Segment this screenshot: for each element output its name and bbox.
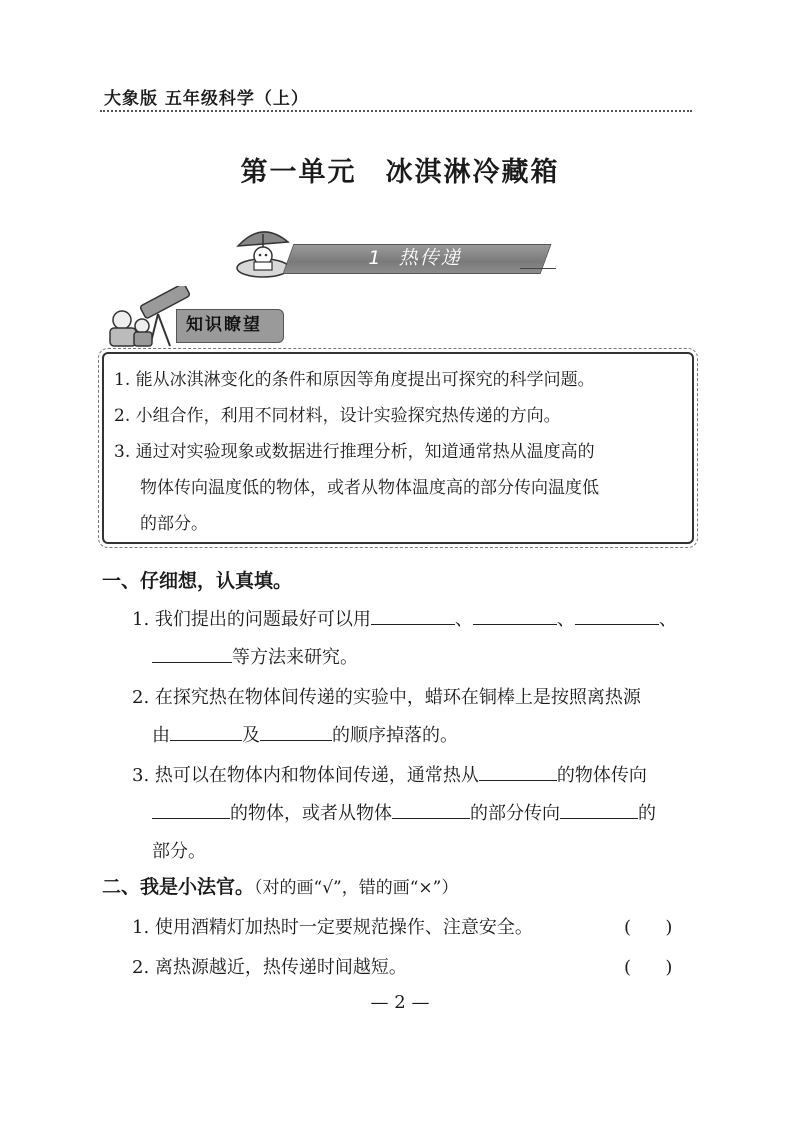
answer-blank[interactable] xyxy=(152,642,232,663)
lesson-title: 1 热传递 xyxy=(368,247,462,269)
header-divider xyxy=(100,110,692,112)
answer-blank[interactable] xyxy=(371,604,455,625)
book-title: 大象版 五年级科学（上） xyxy=(104,89,309,109)
judge-item-2: 2. 离热源越近，热传递时间越短。 xyxy=(132,957,407,978)
answer-blank[interactable] xyxy=(575,604,659,625)
q3-text: 3. 热可以在物体内和物体间传递，通常热从 xyxy=(132,765,479,786)
q1-text: 1. 我们提出的问题最好可以用 xyxy=(132,609,371,630)
answer-blank[interactable] xyxy=(152,798,230,819)
part2-heading: 二、我是小法官。 xyxy=(102,876,255,898)
judge-item-1: 1. 使用酒精灯加热时一定要规范操作、注意安全。 xyxy=(132,917,533,938)
unit-title: 第一单元 冰淇淋冷藏箱 xyxy=(240,157,560,188)
answer-blank[interactable] xyxy=(260,720,332,741)
answer-blank[interactable] xyxy=(392,798,470,819)
question-1-line2 xyxy=(152,640,358,676)
answer-blank[interactable] xyxy=(473,604,557,625)
question-3-line1 xyxy=(132,758,647,794)
q1-text-end: 等方法来研究。 xyxy=(232,647,358,668)
separator: 、 xyxy=(454,609,473,630)
page-number: — 2 — xyxy=(370,992,430,1013)
separator: 、 xyxy=(658,609,677,630)
part2-header xyxy=(102,872,458,899)
objective-3-cont: 物体传向温度低的物体，或者从物体温度高的部分传向温度低 xyxy=(140,478,599,498)
answer-blank[interactable] xyxy=(479,760,557,781)
question-2-line2 xyxy=(152,718,458,754)
q3-text: 的 xyxy=(638,803,656,824)
judge-answer-2[interactable]: ( ) xyxy=(624,957,673,978)
separator: 、 xyxy=(556,609,575,630)
part2-note: （对的画“√”，错的画“×”） xyxy=(254,878,459,898)
answer-blank[interactable] xyxy=(560,798,638,819)
judge-answer-1[interactable]: ( ) xyxy=(624,917,673,938)
answer-blank[interactable] xyxy=(170,720,242,741)
question-3-line3: 部分。 xyxy=(152,841,206,862)
section-badge-label: 知识瞭望 xyxy=(186,315,262,335)
q2-text: 的顺序掉落的。 xyxy=(332,725,458,746)
objective-3: 3. 通过对实验现象或数据进行推理分析，知道通常热从温度高的 xyxy=(114,442,595,462)
objective-1: 1. 能从冰淇淋变化的条件和原因等角度提出可探究的科学问题。 xyxy=(114,370,595,390)
q2-text: 及 xyxy=(242,725,260,746)
question-3-line2 xyxy=(152,796,656,832)
objective-2: 2. 小组合作，利用不同材料，设计实验探究热传递的方向。 xyxy=(114,406,561,426)
q2-text: 由 xyxy=(152,725,170,746)
q3-text: 的物体，或者从物体 xyxy=(230,803,392,824)
q3-text: 的物体传向 xyxy=(556,765,647,786)
q3-text: 的部分传向 xyxy=(470,803,560,824)
question-1-line1 xyxy=(132,602,677,638)
objective-3-end: 的部分。 xyxy=(140,514,208,534)
question-2-line1: 2. 在探究热在物体间传递的实验中，蜡环在铜棒上是按照离热源 xyxy=(132,687,641,708)
part1-heading: 一、仔细想，认真填。 xyxy=(102,570,293,592)
